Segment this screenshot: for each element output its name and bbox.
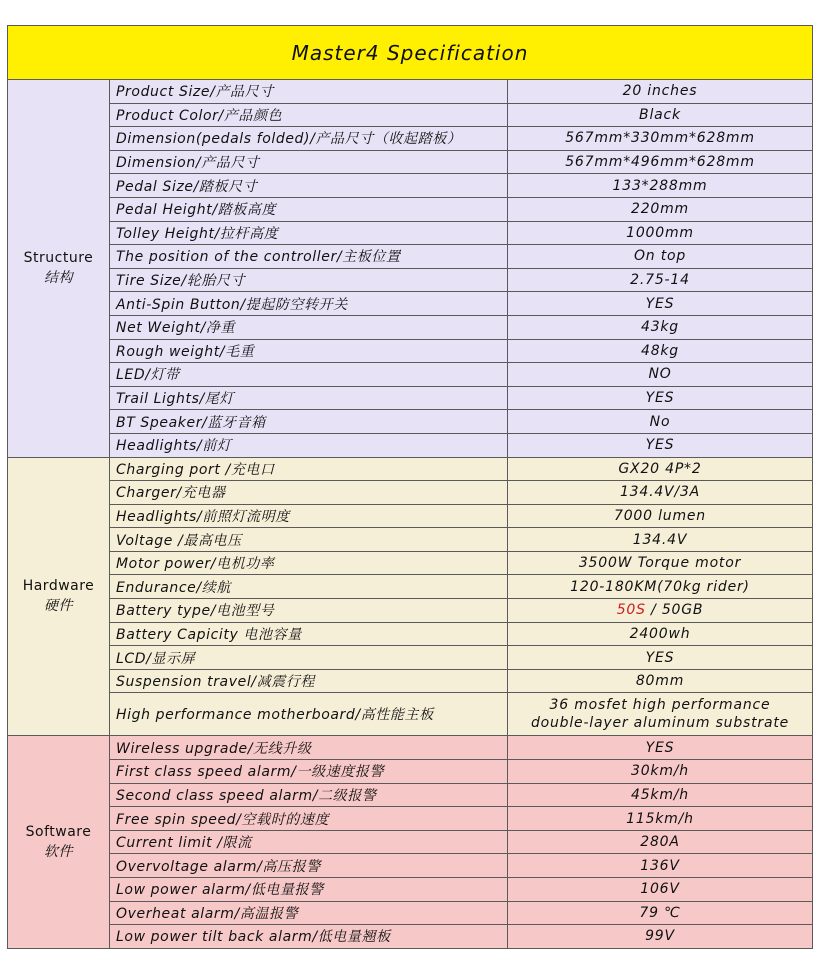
spec-name: First class speed alarm/一级速度报警 xyxy=(110,760,508,784)
spec-name: Rough weight/毛重 xyxy=(110,339,508,363)
spec-row xyxy=(8,197,813,221)
spec-name: The position of the controller/主板位置 xyxy=(110,245,508,269)
section-label-en: Structure xyxy=(23,250,94,267)
section-label-en: Software xyxy=(25,824,92,841)
spec-value xyxy=(508,410,813,434)
spec-name: Tire Size/轮胎尺寸 xyxy=(110,268,508,292)
spec-value-text: No xyxy=(649,413,671,430)
spec-value-text: 45km/h xyxy=(631,786,689,803)
spec-row xyxy=(8,245,813,269)
spec-row xyxy=(8,127,813,151)
spec-value-text: 3500W Torque motor xyxy=(578,555,742,572)
section-label-en: Hardware xyxy=(22,578,95,595)
spec-name: Tolley Height/拉杆高度 xyxy=(110,221,508,245)
spec-value xyxy=(508,760,813,784)
spec-value xyxy=(508,268,813,292)
spec-row xyxy=(8,457,813,481)
spec-value xyxy=(508,551,813,575)
spec-value xyxy=(508,150,813,174)
spec-name: Trail Lights/尾灯 xyxy=(110,386,508,410)
spec-name: Low power alarm/低电量报警 xyxy=(110,878,508,902)
spec-row xyxy=(8,481,813,505)
spec-value xyxy=(508,528,813,552)
spec-row xyxy=(8,622,813,646)
spec-row xyxy=(8,339,813,363)
spec-value-text: YES xyxy=(645,295,675,312)
spec-row xyxy=(8,80,813,104)
spec-value-text: 99V xyxy=(645,928,675,945)
spec-value-text: YES xyxy=(645,739,675,756)
spec-row xyxy=(8,433,813,457)
spec-value-text: 120-180KM(70kg rider) xyxy=(570,578,750,595)
spec-row xyxy=(8,646,813,670)
spec-row xyxy=(8,736,813,760)
spec-name: Overvoltage alarm/高压报警 xyxy=(110,854,508,878)
section-label-software xyxy=(8,736,110,948)
spec-value xyxy=(508,315,813,339)
spec-value xyxy=(508,504,813,528)
spec-name: Headlights/前照灯流明度 xyxy=(110,504,508,528)
spec-value-text: NO xyxy=(648,366,672,383)
spec-name: Product Color/产品颜色 xyxy=(110,103,508,127)
section-label-cn: 硬件 xyxy=(44,598,73,615)
spec-value xyxy=(508,80,813,104)
spec-row xyxy=(8,386,813,410)
spec-row xyxy=(8,878,813,902)
spec-value-text: 134.4V xyxy=(632,531,688,548)
spec-name: Net Weight/净重 xyxy=(110,315,508,339)
spec-value-text: / 50GB xyxy=(645,602,704,619)
spec-value-text: 30km/h xyxy=(631,763,689,780)
spec-name: Headlights/前灯 xyxy=(110,433,508,457)
spec-value-text: GX20 4P*2 xyxy=(618,460,702,477)
spec-row xyxy=(8,268,813,292)
spec-row xyxy=(8,528,813,552)
spec-value-highlight: 50S xyxy=(616,602,646,619)
spec-row xyxy=(8,174,813,198)
spec-value-text: 7000 lumen xyxy=(614,507,706,524)
spec-value-line: 36 mosfet high performance xyxy=(549,697,771,714)
spec-row xyxy=(8,103,813,127)
spec-value-text: 43kg xyxy=(640,319,679,336)
spec-row xyxy=(8,669,813,693)
spec-row xyxy=(8,410,813,434)
spec-value-text: YES xyxy=(645,437,675,454)
spec-value-text: On top xyxy=(633,248,687,265)
spec-row xyxy=(8,830,813,854)
spec-value xyxy=(508,901,813,925)
section-label-cn: 结构 xyxy=(44,270,73,287)
spec-name: LCD/显示屏 xyxy=(110,646,508,670)
spec-value-text: 280A xyxy=(640,834,680,851)
spec-value xyxy=(508,363,813,387)
spec-row xyxy=(8,854,813,878)
spec-name: Pedal Height/踏板高度 xyxy=(110,197,508,221)
spec-value-text: 79 ℃ xyxy=(639,904,681,921)
spec-value xyxy=(508,693,813,736)
spec-row xyxy=(8,807,813,831)
spec-value xyxy=(508,433,813,457)
spec-name: Dimension(pedals folded)/产品尺寸（收起踏板） xyxy=(110,127,508,151)
spec-value-text: 136V xyxy=(640,857,680,874)
spec-value xyxy=(508,925,813,949)
spec-value-text: 133*288mm xyxy=(612,177,708,194)
spec-value-text: 106V xyxy=(640,881,680,898)
spec-name: Charging port /充电口 xyxy=(110,457,508,481)
spec-row xyxy=(8,599,813,623)
spec-name: Low power tilt back alarm/低电量翘板 xyxy=(110,925,508,949)
spec-value xyxy=(508,575,813,599)
spec-row xyxy=(8,221,813,245)
spec-value xyxy=(508,292,813,316)
spec-value-text: 115km/h xyxy=(626,810,694,827)
spec-value-text: 220mm xyxy=(631,201,689,218)
spec-value-text: YES xyxy=(645,649,675,666)
spec-name: Suspension travel/减震行程 xyxy=(110,669,508,693)
spec-name: Product Size/产品尺寸 xyxy=(110,80,508,104)
spec-row xyxy=(8,925,813,949)
spec-value-text: 567mm*330mm*628mm xyxy=(565,130,755,147)
spec-value xyxy=(508,830,813,854)
spec-name: Pedal Size/踏板尺寸 xyxy=(110,174,508,198)
spec-name: Motor power/电机功率 xyxy=(110,551,508,575)
spec-value xyxy=(508,599,813,623)
spec-table xyxy=(7,25,813,949)
spec-name: BT Speaker/蓝牙音箱 xyxy=(110,410,508,434)
spec-value xyxy=(508,807,813,831)
spec-value xyxy=(508,457,813,481)
spec-row xyxy=(8,551,813,575)
spec-name: Battery Capicity 电池容量 xyxy=(110,622,508,646)
spec-value xyxy=(508,245,813,269)
spec-value xyxy=(508,197,813,221)
spec-value-line: double-layer aluminum substrate xyxy=(530,715,790,732)
spec-row xyxy=(8,783,813,807)
spec-value-text: Black xyxy=(639,106,681,123)
spec-row xyxy=(8,363,813,387)
spec-value-text: 567mm*496mm*628mm xyxy=(565,154,755,171)
spec-name: Current limit /限流 xyxy=(110,830,508,854)
spec-value-text: 20 inches xyxy=(622,83,698,100)
spec-value xyxy=(508,669,813,693)
spec-value xyxy=(508,736,813,760)
spec-value xyxy=(508,481,813,505)
spec-value-text: 48kg xyxy=(640,342,679,359)
spec-title: Master4 Specification xyxy=(8,26,813,80)
spec-value xyxy=(508,854,813,878)
spec-value xyxy=(508,622,813,646)
spec-value xyxy=(508,646,813,670)
spec-row xyxy=(8,504,813,528)
spec-value xyxy=(508,127,813,151)
spec-name: Endurance/续航 xyxy=(110,575,508,599)
spec-name: High performance motherboard/高性能主板 xyxy=(110,693,508,736)
section-label-structure xyxy=(8,80,110,458)
spec-row xyxy=(8,292,813,316)
spec-value xyxy=(508,174,813,198)
spec-value xyxy=(508,103,813,127)
spec-row xyxy=(8,901,813,925)
spec-name: Overheat alarm/高温报警 xyxy=(110,901,508,925)
spec-row xyxy=(8,693,813,736)
spec-row xyxy=(8,150,813,174)
spec-name: Dimension/产品尺寸 xyxy=(110,150,508,174)
spec-value-text: YES xyxy=(645,390,675,407)
spec-name: Battery type/电池型号 xyxy=(110,599,508,623)
spec-name: Charger/充电器 xyxy=(110,481,508,505)
spec-value xyxy=(508,339,813,363)
spec-row xyxy=(8,760,813,784)
spec-row xyxy=(8,315,813,339)
spec-value-text: 134.4V/3A xyxy=(619,484,701,501)
spec-value-text: 2400wh xyxy=(629,625,691,642)
spec-value xyxy=(508,386,813,410)
spec-name: Free spin speed/空载时的速度 xyxy=(110,807,508,831)
spec-name: Voltage /最高电压 xyxy=(110,528,508,552)
spec-value xyxy=(508,221,813,245)
section-label-cn: 软件 xyxy=(44,844,73,861)
spec-value-text: 1000mm xyxy=(626,224,694,241)
spec-name: LED/灯带 xyxy=(110,363,508,387)
spec-table-body xyxy=(8,26,813,949)
spec-row xyxy=(8,575,813,599)
spec-name: Wireless upgrade/无线升级 xyxy=(110,736,508,760)
section-label-hardware xyxy=(8,457,110,736)
title-row xyxy=(8,26,813,80)
spec-value xyxy=(508,783,813,807)
spec-name: Second class speed alarm/二级报警 xyxy=(110,783,508,807)
spec-value xyxy=(508,878,813,902)
spec-value-text: 80mm xyxy=(635,673,685,690)
spec-name: Anti-Spin Button/提起防空转开关 xyxy=(110,292,508,316)
spec-value-text: 2.75-14 xyxy=(630,272,690,289)
